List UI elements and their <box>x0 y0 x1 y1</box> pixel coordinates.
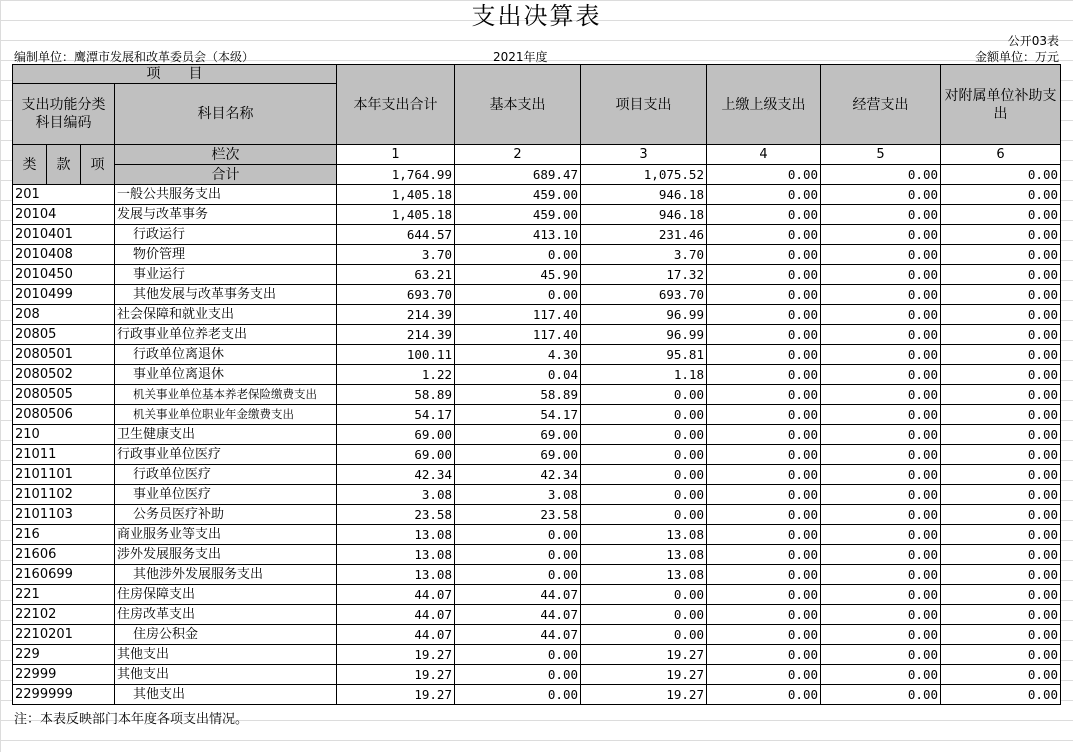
row-subject-name[interactable]: 社会保障和就业支出 <box>115 305 337 325</box>
table-row <box>13 665 1061 685</box>
row-value-col-2[interactable]: 0.00 <box>455 285 581 305</box>
table-row <box>13 345 1061 365</box>
row-value-col-2[interactable]: 0.00 <box>455 685 581 705</box>
row-value-col-6[interactable]: 0.00 <box>941 245 1061 265</box>
row-code[interactable]: 2299999 <box>13 685 115 705</box>
row-value-col-3[interactable]: 693.70 <box>581 285 707 305</box>
row-value-col-2[interactable]: 0.00 <box>455 665 581 685</box>
row-value-col-4[interactable]: 0.00 <box>707 325 821 345</box>
table-row <box>13 225 1061 245</box>
row-value-col-4[interactable]: 0.00 <box>707 425 821 445</box>
row-subject-name[interactable]: 卫生健康支出 <box>115 425 337 445</box>
row-subject-name[interactable]: 行政单位医疗 <box>115 465 337 485</box>
row-value-col-3[interactable]: 0.00 <box>581 485 707 505</box>
row-value-col-6[interactable]: 0.00 <box>941 485 1061 505</box>
row-value-col-2[interactable]: 23.58 <box>455 505 581 525</box>
row-value-col-6[interactable]: 0.00 <box>941 325 1061 345</box>
row-code[interactable]: 2080502 <box>13 365 115 385</box>
table-row <box>13 285 1061 305</box>
row-value-col-3[interactable]: 0.00 <box>581 405 707 425</box>
total-value-6: 0.00 <box>941 165 1061 185</box>
row-code[interactable]: 2080505 <box>13 385 115 405</box>
row-value-col-2[interactable]: 459.00 <box>455 205 581 225</box>
row-value-col-6[interactable]: 0.00 <box>941 565 1061 585</box>
row-value-col-1[interactable]: 214.39 <box>337 305 455 325</box>
row-value-col-1[interactable]: 13.08 <box>337 565 455 585</box>
row-value-col-6[interactable]: 0.00 <box>941 505 1061 525</box>
row-subject-name[interactable]: 公务员医疗补助 <box>115 505 337 525</box>
row-value-col-2[interactable]: 0.04 <box>455 365 581 385</box>
row-value-col-4[interactable]: 0.00 <box>707 565 821 585</box>
row-code[interactable]: 21606 <box>13 545 115 565</box>
row-subject-name[interactable]: 事业运行 <box>115 265 337 285</box>
row-value-col-5[interactable]: 0.00 <box>821 445 941 465</box>
header-kuan: 款 <box>47 145 81 185</box>
row-value-col-4[interactable]: 0.00 <box>707 305 821 325</box>
table-row <box>13 305 1061 325</box>
header-item: 项 目 <box>13 65 337 84</box>
row-code[interactable]: 2101102 <box>13 485 115 505</box>
row-code[interactable]: 2101103 <box>13 505 115 525</box>
row-value-col-2[interactable]: 44.07 <box>455 605 581 625</box>
row-value-col-3[interactable]: 19.27 <box>581 685 707 705</box>
row-value-col-5[interactable]: 0.00 <box>821 525 941 545</box>
row-value-col-1[interactable]: 23.58 <box>337 505 455 525</box>
row-value-col-6[interactable]: 0.00 <box>941 425 1061 445</box>
row-value-col-2[interactable]: 0.00 <box>455 525 581 545</box>
row-value-col-4[interactable]: 0.00 <box>707 365 821 385</box>
table-row <box>13 365 1061 385</box>
row-value-col-4[interactable]: 0.00 <box>707 285 821 305</box>
row-value-col-5[interactable]: 0.00 <box>821 285 941 305</box>
header-col-1: 本年支出合计 <box>337 65 455 145</box>
row-code[interactable]: 2080501 <box>13 345 115 365</box>
row-value-col-3[interactable]: 0.00 <box>581 445 707 465</box>
total-value-3: 1,075.52 <box>581 165 707 185</box>
table-row <box>13 585 1061 605</box>
row-subject-name[interactable]: 行政运行 <box>115 225 337 245</box>
row-value-col-6[interactable]: 0.00 <box>941 605 1061 625</box>
row-value-col-1[interactable]: 19.27 <box>337 645 455 665</box>
row-value-col-1[interactable]: 69.00 <box>337 445 455 465</box>
row-value-col-2[interactable]: 42.34 <box>455 465 581 485</box>
row-value-col-6[interactable]: 0.00 <box>941 545 1061 565</box>
row-value-col-5[interactable]: 0.00 <box>821 565 941 585</box>
row-value-col-2[interactable]: 413.10 <box>455 225 581 245</box>
row-value-col-1[interactable]: 693.70 <box>337 285 455 305</box>
row-value-col-6[interactable]: 0.00 <box>941 265 1061 285</box>
table-row <box>13 525 1061 545</box>
row-value-col-3[interactable]: 946.18 <box>581 205 707 225</box>
row-value-col-1[interactable]: 214.39 <box>337 325 455 345</box>
row-value-col-1[interactable]: 644.57 <box>337 225 455 245</box>
table-row <box>13 325 1061 345</box>
row-value-col-6[interactable]: 0.00 <box>941 405 1061 425</box>
row-value-col-5[interactable]: 0.00 <box>821 605 941 625</box>
row-value-col-5[interactable]: 0.00 <box>821 225 941 245</box>
row-value-col-2[interactable]: 3.08 <box>455 485 581 505</box>
total-value-4: 0.00 <box>707 165 821 185</box>
row-value-col-3[interactable]: 0.00 <box>581 505 707 525</box>
row-subject-name[interactable]: 其他支出 <box>115 645 337 665</box>
header-col-4: 上缴上级支出 <box>707 65 821 145</box>
row-subject-name[interactable]: 涉外发展服务支出 <box>115 545 337 565</box>
row-value-col-6[interactable]: 0.00 <box>941 305 1061 325</box>
row-code[interactable]: 2101101 <box>13 465 115 485</box>
row-subject-name[interactable]: 行政单位离退休 <box>115 345 337 365</box>
row-value-col-4[interactable]: 0.00 <box>707 465 821 485</box>
row-value-col-4[interactable]: 0.00 <box>707 205 821 225</box>
row-value-col-6[interactable]: 0.00 <box>941 225 1061 245</box>
row-value-col-5[interactable]: 0.00 <box>821 645 941 665</box>
table-row <box>13 265 1061 285</box>
row-subject-name[interactable]: 住房保障支出 <box>115 585 337 605</box>
row-value-col-5[interactable]: 0.00 <box>821 365 941 385</box>
table-row <box>13 545 1061 565</box>
row-value-col-3[interactable]: 0.00 <box>581 425 707 445</box>
row-value-col-6[interactable]: 0.00 <box>941 385 1061 405</box>
row-value-col-4[interactable]: 0.00 <box>707 265 821 285</box>
row-value-col-3[interactable]: 0.00 <box>581 465 707 485</box>
total-value-1: 1,764.99 <box>337 165 455 185</box>
row-value-col-4[interactable]: 0.00 <box>707 345 821 365</box>
row-value-col-1[interactable]: 1.22 <box>337 365 455 385</box>
row-value-col-4[interactable]: 0.00 <box>707 185 821 205</box>
col-number-2: 2 <box>455 145 581 165</box>
table-row <box>13 485 1061 505</box>
row-value-col-3[interactable]: 96.99 <box>581 325 707 345</box>
row-code[interactable]: 229 <box>13 645 115 665</box>
row-code[interactable]: 2210201 <box>13 625 115 645</box>
table-row <box>13 625 1061 645</box>
row-value-col-2[interactable]: 58.89 <box>455 385 581 405</box>
row-value-col-6[interactable]: 0.00 <box>941 445 1061 465</box>
row-value-col-1[interactable]: 100.11 <box>337 345 455 365</box>
row-value-col-1[interactable]: 1,405.18 <box>337 205 455 225</box>
row-value-col-1[interactable]: 42.34 <box>337 465 455 485</box>
unit-label: 编制单位：鹰潭市发展和改革委员会（本级） <box>14 50 255 64</box>
row-value-col-2[interactable]: 0.00 <box>455 245 581 265</box>
row-value-col-5[interactable]: 0.00 <box>821 485 941 505</box>
col-number-4: 4 <box>707 145 821 165</box>
table-row <box>13 685 1061 705</box>
row-value-col-3[interactable]: 0.00 <box>581 385 707 405</box>
row-value-col-5[interactable]: 0.00 <box>821 665 941 685</box>
row-value-col-6[interactable]: 0.00 <box>941 465 1061 485</box>
row-code[interactable]: 2160699 <box>13 565 115 585</box>
row-value-col-6[interactable]: 0.00 <box>941 285 1061 305</box>
row-value-col-4[interactable]: 0.00 <box>707 605 821 625</box>
row-value-col-5[interactable]: 0.00 <box>821 345 941 365</box>
form-code: 公开03表 <box>1007 34 1059 48</box>
row-value-col-5[interactable]: 0.00 <box>821 585 941 605</box>
row-code[interactable]: 20805 <box>13 325 115 345</box>
table-row <box>13 505 1061 525</box>
row-value-col-2[interactable]: 69.00 <box>455 445 581 465</box>
row-value-col-5[interactable]: 0.00 <box>821 205 941 225</box>
row-value-col-4[interactable]: 0.00 <box>707 385 821 405</box>
table-row <box>13 185 1061 205</box>
row-subject-name[interactable]: 住房公积金 <box>115 625 337 645</box>
row-value-col-2[interactable]: 69.00 <box>455 425 581 445</box>
row-subject-name[interactable]: 行政事业单位医疗 <box>115 445 337 465</box>
row-value-col-2[interactable]: 45.90 <box>455 265 581 285</box>
col-number-3: 3 <box>581 145 707 165</box>
row-value-col-3[interactable]: 96.99 <box>581 305 707 325</box>
header-col-3: 项目支出 <box>581 65 707 145</box>
table-row <box>13 605 1061 625</box>
row-code[interactable]: 2010401 <box>13 225 115 245</box>
row-code[interactable]: 201 <box>13 185 115 205</box>
row-value-col-2[interactable]: 117.40 <box>455 305 581 325</box>
row-value-col-5[interactable]: 0.00 <box>821 245 941 265</box>
col-number-5: 5 <box>821 145 941 165</box>
total-value-5: 0.00 <box>821 165 941 185</box>
table-row <box>13 405 1061 425</box>
expenditure-table <box>12 64 1061 705</box>
header-func-code: 支出功能分类科目编码 <box>13 84 115 145</box>
row-value-col-5[interactable]: 0.00 <box>821 325 941 345</box>
row-value-col-1[interactable]: 58.89 <box>337 385 455 405</box>
row-value-col-4[interactable]: 0.00 <box>707 405 821 425</box>
row-value-col-4[interactable]: 0.00 <box>707 505 821 525</box>
row-value-col-5[interactable]: 0.00 <box>821 465 941 485</box>
row-value-col-2[interactable]: 44.07 <box>455 585 581 605</box>
row-subject-name[interactable]: 事业单位医疗 <box>115 485 337 505</box>
row-value-col-6[interactable]: 0.00 <box>941 185 1061 205</box>
row-subject-name[interactable]: 机关事业单位基本养老保险缴费支出 <box>115 385 337 405</box>
row-value-col-6[interactable]: 0.00 <box>941 585 1061 605</box>
table-row <box>13 465 1061 485</box>
row-value-col-2[interactable]: 44.07 <box>455 625 581 645</box>
row-value-col-3[interactable]: 13.08 <box>581 545 707 565</box>
col-number-6: 6 <box>941 145 1061 165</box>
row-value-col-2[interactable]: 459.00 <box>455 185 581 205</box>
row-value-col-1[interactable]: 63.21 <box>337 265 455 285</box>
header-lei: 类 <box>13 145 47 185</box>
row-value-col-3[interactable]: 17.32 <box>581 265 707 285</box>
row-code[interactable]: 216 <box>13 525 115 545</box>
row-value-col-1[interactable]: 1,405.18 <box>337 185 455 205</box>
footnote: 注：本表反映部门本年度各项支出情况。 <box>14 712 249 727</box>
row-value-col-4[interactable]: 0.00 <box>707 645 821 665</box>
row-value-col-6[interactable]: 0.00 <box>941 345 1061 365</box>
row-value-col-1[interactable]: 44.07 <box>337 605 455 625</box>
row-value-col-1[interactable]: 44.07 <box>337 585 455 605</box>
row-value-col-1[interactable]: 19.27 <box>337 685 455 705</box>
row-value-col-5[interactable]: 0.00 <box>821 265 941 285</box>
row-code[interactable]: 221 <box>13 585 115 605</box>
row-value-col-4[interactable]: 0.00 <box>707 245 821 265</box>
row-value-col-3[interactable]: 13.08 <box>581 565 707 585</box>
row-value-col-3[interactable]: 0.00 <box>581 585 707 605</box>
table-row <box>13 425 1061 445</box>
row-subject-name[interactable]: 发展与改革事务 <box>115 205 337 225</box>
row-value-col-2[interactable]: 54.17 <box>455 405 581 425</box>
page-title: 支出决算表 <box>471 2 602 30</box>
row-subject-name[interactable]: 物价管理 <box>115 245 337 265</box>
row-value-col-5[interactable]: 0.00 <box>821 505 941 525</box>
row-value-col-1[interactable]: 13.08 <box>337 525 455 545</box>
row-value-col-3[interactable]: 0.00 <box>581 625 707 645</box>
row-value-col-6[interactable]: 0.00 <box>941 365 1061 385</box>
row-code[interactable]: 2010408 <box>13 245 115 265</box>
row-value-col-4[interactable]: 0.00 <box>707 585 821 605</box>
row-value-col-4[interactable]: 0.00 <box>707 665 821 685</box>
row-code[interactable]: 2080506 <box>13 405 115 425</box>
row-value-col-5[interactable]: 0.00 <box>821 385 941 405</box>
row-value-col-3[interactable]: 0.00 <box>581 605 707 625</box>
row-value-col-2[interactable]: 4.30 <box>455 345 581 365</box>
row-value-col-5[interactable]: 0.00 <box>821 405 941 425</box>
row-value-col-1[interactable]: 13.08 <box>337 545 455 565</box>
table-row <box>13 385 1061 405</box>
row-value-col-6[interactable]: 0.00 <box>941 665 1061 685</box>
year-label: 2021年度 <box>493 50 548 64</box>
col-number-1: 1 <box>337 145 455 165</box>
row-value-col-4[interactable]: 0.00 <box>707 625 821 645</box>
row-value-col-6[interactable]: 0.00 <box>941 625 1061 645</box>
row-value-col-1[interactable]: 3.70 <box>337 245 455 265</box>
row-subject-name[interactable]: 其他发展与改革事务支出 <box>115 285 337 305</box>
row-subject-name[interactable]: 一般公共服务支出 <box>115 185 337 205</box>
row-value-col-1[interactable]: 3.08 <box>337 485 455 505</box>
header-subject-name: 科目名称 <box>115 84 337 145</box>
row-value-col-2[interactable]: 0.00 <box>455 645 581 665</box>
table-row <box>13 245 1061 265</box>
row-value-col-2[interactable]: 0.00 <box>455 565 581 585</box>
row-value-col-5[interactable]: 0.00 <box>821 625 941 645</box>
row-value-col-4[interactable]: 0.00 <box>707 445 821 465</box>
row-code[interactable]: 2010450 <box>13 265 115 285</box>
row-value-col-4[interactable]: 0.00 <box>707 485 821 505</box>
row-subject-name[interactable]: 行政事业单位养老支出 <box>115 325 337 345</box>
row-value-col-2[interactable]: 0.00 <box>455 545 581 565</box>
row-subject-name[interactable]: 商业服务业等支出 <box>115 525 337 545</box>
row-value-col-2[interactable]: 117.40 <box>455 325 581 345</box>
row-code[interactable]: 21011 <box>13 445 115 465</box>
row-code[interactable]: 22999 <box>13 665 115 685</box>
header-col-2: 基本支出 <box>455 65 581 145</box>
header-row-label: 栏次 <box>115 145 337 165</box>
row-value-col-4[interactable]: 0.00 <box>707 685 821 705</box>
row-code[interactable]: 208 <box>13 305 115 325</box>
header-col-5: 经营支出 <box>821 65 941 145</box>
header-col-6: 对附属单位补助支出 <box>941 65 1061 145</box>
amount-unit: 金额单位：万元 <box>974 50 1059 64</box>
row-value-col-4[interactable]: 0.00 <box>707 525 821 545</box>
row-value-col-6[interactable]: 0.00 <box>941 205 1061 225</box>
row-value-col-4[interactable]: 0.00 <box>707 225 821 245</box>
table-row <box>13 565 1061 585</box>
row-value-col-5[interactable]: 0.00 <box>821 545 941 565</box>
row-value-col-1[interactable]: 44.07 <box>337 625 455 645</box>
row-subject-name[interactable]: 其他支出 <box>115 665 337 685</box>
table-row <box>13 445 1061 465</box>
row-value-col-3[interactable]: 13.08 <box>581 525 707 545</box>
row-value-col-3[interactable]: 1.18 <box>581 365 707 385</box>
total-value-2: 689.47 <box>455 165 581 185</box>
row-value-col-3[interactable]: 3.70 <box>581 245 707 265</box>
row-value-col-3[interactable]: 19.27 <box>581 645 707 665</box>
row-value-col-1[interactable]: 69.00 <box>337 425 455 445</box>
row-subject-name[interactable]: 住房改革支出 <box>115 605 337 625</box>
row-code[interactable]: 210 <box>13 425 115 445</box>
row-value-col-5[interactable]: 0.00 <box>821 685 941 705</box>
row-value-col-4[interactable]: 0.00 <box>707 545 821 565</box>
row-value-col-3[interactable]: 231.46 <box>581 225 707 245</box>
row-value-col-6[interactable]: 0.00 <box>941 525 1061 545</box>
row-value-col-3[interactable]: 95.81 <box>581 345 707 365</box>
row-value-col-5[interactable]: 0.00 <box>821 425 941 445</box>
row-code[interactable]: 22102 <box>13 605 115 625</box>
row-value-col-3[interactable]: 19.27 <box>581 665 707 685</box>
total-label: 合计 <box>115 165 337 185</box>
row-value-col-6[interactable]: 0.00 <box>941 645 1061 665</box>
header-xiang: 项 <box>81 145 115 185</box>
table-row <box>13 645 1061 665</box>
row-value-col-1[interactable]: 54.17 <box>337 405 455 425</box>
row-value-col-5[interactable]: 0.00 <box>821 305 941 325</box>
row-subject-name[interactable]: 其他支出 <box>115 685 337 705</box>
row-subject-name[interactable]: 机关事业单位职业年金缴费支出 <box>115 405 337 425</box>
row-value-col-6[interactable]: 0.00 <box>941 685 1061 705</box>
row-subject-name[interactable]: 其他涉外发展服务支出 <box>115 565 337 585</box>
row-code[interactable]: 20104 <box>13 205 115 225</box>
row-value-col-1[interactable]: 19.27 <box>337 665 455 685</box>
table-row <box>13 205 1061 225</box>
row-value-col-5[interactable]: 0.00 <box>821 185 941 205</box>
row-code[interactable]: 2010499 <box>13 285 115 305</box>
row-value-col-3[interactable]: 946.18 <box>581 185 707 205</box>
row-subject-name[interactable]: 事业单位离退休 <box>115 365 337 385</box>
